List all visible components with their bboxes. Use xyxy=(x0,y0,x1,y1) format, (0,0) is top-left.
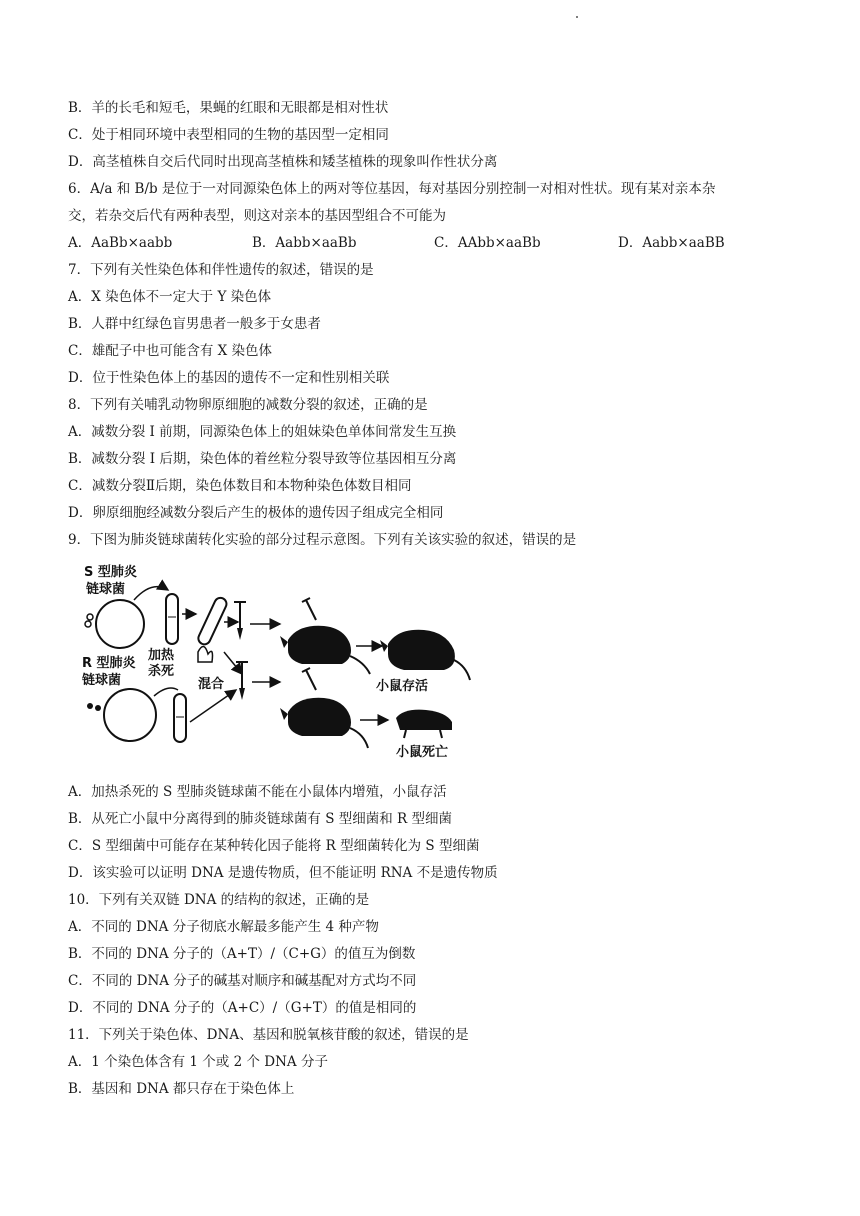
q5-option-d: D．高茎植株自交后代同时出现高茎植株和矮茎植株的现象叫作性状分离 xyxy=(68,154,498,170)
mouse-black-lower xyxy=(288,698,351,736)
mix-label: 混合 xyxy=(198,677,225,692)
dead-label: 小鼠死亡 xyxy=(396,745,449,760)
q5-option-c: C．处于相同环境中表型相同的生物的基因型一定相同 xyxy=(68,127,389,143)
r-strain-label-2: 链球菌 xyxy=(82,673,122,688)
q10-option-b: B．不同的 DNA 分子的（A+T）/（C+G）的值互为倒数 xyxy=(68,946,416,962)
q8-option-a: A．减数分裂 I 前期，同源染色体上的姐妹染色单体间常发生互换 xyxy=(68,424,457,440)
mouse-alive xyxy=(388,630,455,670)
q11-option-b: B．基因和 DNA 都只存在于染色体上 xyxy=(68,1081,295,1097)
q6-stem-line-2: 交，若杂交后代有两种表型，则这对亲本的基因型组合不可能为 xyxy=(68,208,446,224)
q7-option-a: A．X 染色体不一定大于 Y 染色体 xyxy=(68,289,272,305)
transformation-experiment-figure xyxy=(74,562,474,770)
q10-option-d: D．不同的 DNA 分子的（A+C）/（G+T）的值是相同的 xyxy=(68,1000,417,1016)
flame-icon xyxy=(198,646,213,662)
q7-option-b: B．人群中红绿色盲男患者一般多于女患者 xyxy=(68,316,321,332)
q10-stem: 10．下列有关双链 DNA 的结构的叙述，正确的是 xyxy=(68,892,370,908)
q6-option-d: D．Aabb×aaBB xyxy=(618,235,725,251)
heat-label-2: 杀死 xyxy=(148,664,175,679)
q6-option-b: B．Aabb×aaBb xyxy=(252,235,357,251)
q6-option-c: C．AAbb×aaBb xyxy=(434,235,541,251)
test-tube-r xyxy=(174,694,186,742)
q9-option-a: A．加热杀死的 S 型肺炎链球菌不能在小鼠体内增殖，小鼠存活 xyxy=(68,784,447,800)
heat-label-1: 加热 xyxy=(148,648,175,663)
header-dot xyxy=(576,16,578,18)
mouse-dead xyxy=(396,710,452,730)
q11-option-a: A．1 个染色体含有 1 个或 2 个 DNA 分子 xyxy=(68,1054,328,1070)
r-culture-dish xyxy=(104,689,156,741)
test-tube-heated xyxy=(196,596,228,646)
q9-option-c: C．S 型细菌中可能存在某种转化因子能将 R 型细菌转化为 S 型细菌 xyxy=(68,838,480,854)
test-tube-s xyxy=(166,594,178,644)
q10-option-c: C．不同的 DNA 分子的碱基对顺序和碱基配对方式均不同 xyxy=(68,973,417,989)
q9-option-d: D．该实验可以证明 DNA 是遗传物质，但不能证明 RNA 不是遗传物质 xyxy=(68,865,498,881)
q8-option-c: C．减数分裂Ⅱ后期，染色体数目和本物种染色体数目相同 xyxy=(68,478,412,494)
r-strain-label-1: R 型肺炎 xyxy=(82,656,136,671)
q7-stem: 7．下列有关性染色体和伴性遗传的叙述，错误的是 xyxy=(68,262,374,278)
q8-option-d: D．卵原细胞经减数分裂后产生的极体的遗传因子组成完全相同 xyxy=(68,505,444,521)
s-strain-label-2: 链球菌 xyxy=(86,582,126,597)
q7-option-c: C．雄配子中也可能含有 X 染色体 xyxy=(68,343,273,359)
syringe-mouse-1 xyxy=(306,600,316,620)
q11-stem: 11．下列关于染色体、DNA、基因和脱氧核苷酸的叙述，错误的是 xyxy=(68,1027,469,1043)
s-culture-dish xyxy=(96,600,144,648)
syringe-mouse-2 xyxy=(306,670,316,690)
q6-option-a: A．AaBb×aabb xyxy=(68,235,173,251)
q10-option-a: A．不同的 DNA 分子彻底水解最多能产生 4 种产物 xyxy=(68,919,379,935)
q8-stem: 8．下列有关哺乳动物卵原细胞的减数分裂的叙述，正确的是 xyxy=(68,397,428,413)
syringe-top xyxy=(237,628,243,640)
q6-stem-line-1: 6．A/a 和 B/b 是位于一对同源染色体上的两对等位基因，每对基因分别控制一对相对性状。现有某对亲本杂 xyxy=(68,181,716,197)
mouse-black-upper xyxy=(288,626,351,664)
s-strain-label-1: S 型肺炎 xyxy=(84,565,137,580)
syringe-mid xyxy=(239,688,245,700)
q7-option-d: D．位于性染色体上的基因的遗传不一定和性别相关联 xyxy=(68,370,390,386)
q9-stem: 9．下图为肺炎链球菌转化实验的部分过程示意图。下列有关该实验的叙述，错误的是 xyxy=(68,532,577,548)
alive-label: 小鼠存活 xyxy=(376,679,429,694)
q9-option-b: B．从死亡小鼠中分离得到的肺炎链球菌有 S 型细菌和 R 型细菌 xyxy=(68,811,452,827)
q8-option-b: B．减数分裂 I 后期，染色体的着丝粒分裂导致等位基因相互分离 xyxy=(68,451,457,467)
q5-option-b: B．羊的长毛和短毛，果蝇的红眼和无眼都是相对性状 xyxy=(68,100,389,116)
